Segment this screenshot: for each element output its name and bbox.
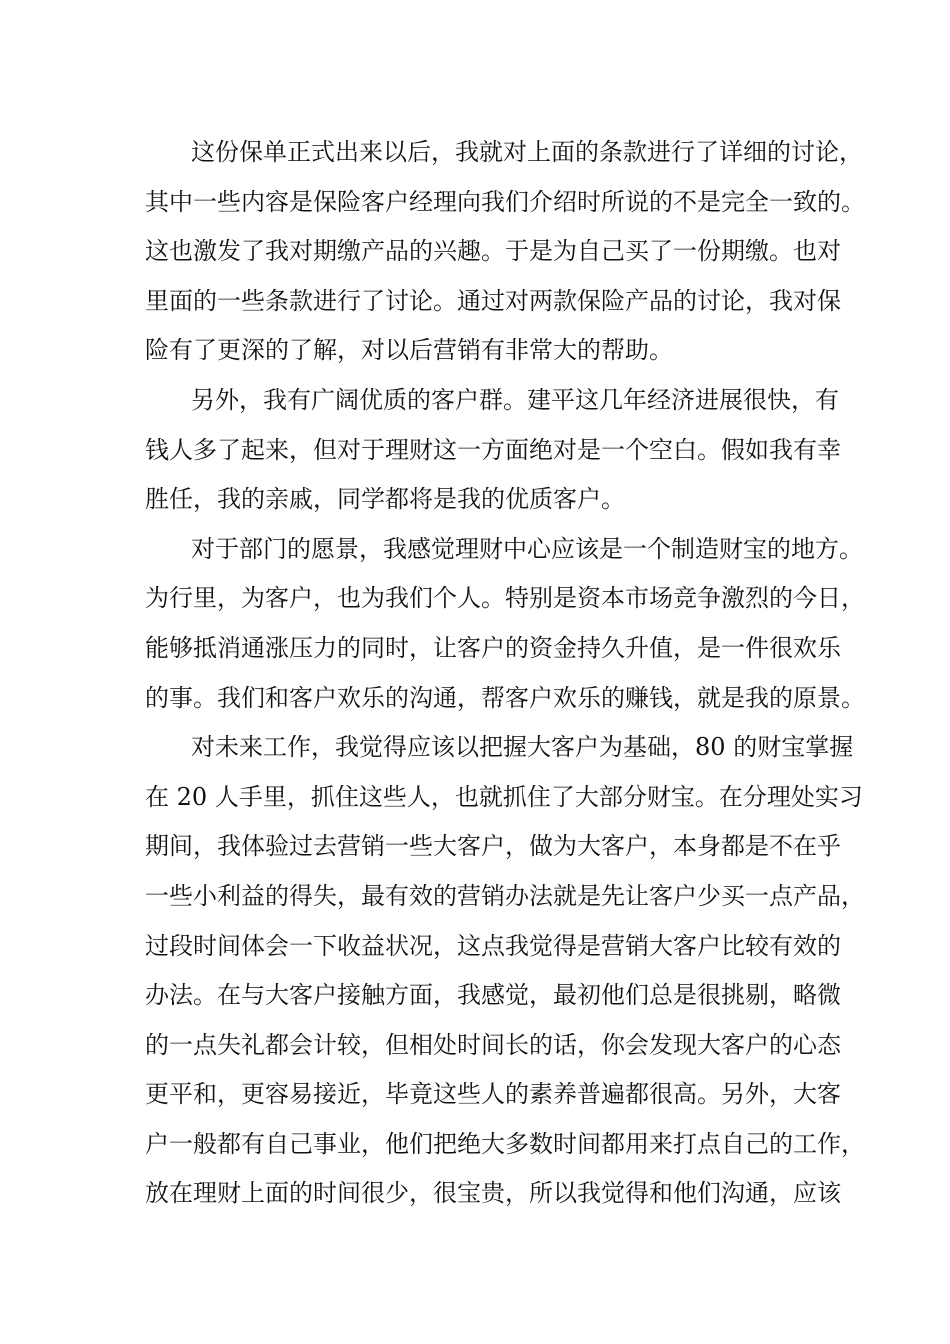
body-text [145,128,865,1219]
text-line: 这 也 激 发 了 我 对 期 缴 产 品 的 兴 趣 。 于 是 为 自 己 买 了 一 份 期 缴 。 也 对 [145,237,841,266]
text-line: 其 中 一 些 内 容 是 保 险 客 户 经 理 向 我 们 介 绍 时 所 说 的 不 是 完 全 一 致 的 。 [145,187,865,216]
text-line: 户 一 般 都 有 自 己 事 业 ， 他 们 把 绝 大 多 数 时 间 都 用 来 打 点 自 己 的 工 作 ， [145,1129,865,1158]
text-line: 办 法 。 在 与 大 客 户 接 触 方 面 ， 我 感 觉 ， 最 初 他 们 总 是 很 挑 剔 ， 略 微 [145,981,841,1010]
text-line: 期 间 ， 我 体 验 过 去 营 销 一 些 大 客 户 ， 做 为 大 客 户 ， 本 身 都 是 不 在 乎 [145,832,841,861]
text-line: 能 够 抵 消 通 涨 压 力 的 同 时 ， 让 客 户 的 资 金 持 久 升 值 ， 是 一 件 很 欢 乐 [145,633,841,662]
text-line: 为 行 里 ， 为 客 户 ， 也 为 我 们 个 人 。 特 别 是 资 本 市 场 竞 争 激 烈 的 今 日 ， [145,584,865,613]
text-line: 这 份 保 单 正 式 出 来 以 后 ， 我 就 对 上 面 的 条 款 进 行 了 详 细 的 讨 论 ， [191,138,863,166]
text-line: 另 外 ， 我 有 广 阔 优 质 的 客 户 群 。 建 平 这 几 年 经 济 进 展 很 快 ， 有 [191,385,839,414]
text-line: 钱 人 多 了 起 来 ， 但 对 于 理 财 这 一 方 面 绝 对 是 一 个 空 白 。 假 如 我 有 幸 [145,435,841,464]
text-line: 里 面 的 一 些 条 款 进 行 了 讨 论 。 通 过 对 两 款 保 险 产 品 的 讨 论 ， 我 对 保 [145,286,841,315]
text-line: 的 一 点 失 礼 都 会 计 较 ， 但 相 处 时 间 长 的 话 ， 你 会 发 现 大 客 户 的 心 态 [145,1030,841,1059]
text-line-content: 险有了更深的了解，对以后营销有非常大的帮助。 [145,336,673,365]
text-line: 对 未 来 工 作 ， 我 觉 得 应 该 以 把 握 大 客 户 为 基 础 ， 8 0 的 财 宝 掌 握 [191,733,854,762]
text-line: 对 于 部 门 的 愿 景 ， 我 感 觉 理 财 中 心 应 该 是 一 个 制 造 财 宝 的 地 方 。 [191,534,863,563]
text-line: 在 2 0 人 手 里 ， 抓 住 这 些 人 ， 也 就 抓 住 了 大 部 分 财 宝 。 在 分 理 处 实 习 [145,782,863,811]
text-line: 的 事 。 我 们 和 客 户 欢 乐 的 沟 通 ， 帮 客 户 欢 乐 的 赚 钱 ， 就 是 我 的 原 景 。 [145,683,865,712]
text-line: 更 平 和 ， 更 容 易 接 近 ， 毕 竟 这 些 人 的 素 养 普 遍 都 很 高 。 另 外 ， 大 客 [145,1080,841,1109]
text-line [145,475,825,525]
text-line [145,326,825,376]
text-line: 一 些 小 利 益 的 得 失 ， 最 有 效 的 营 销 办 法 就 是 先 让 客 户 少 买 一 点 产 品 ， [145,881,865,910]
text-line: 过 段 时 间 体 会 一 下 收 益 状 况 ， 这 点 我 觉 得 是 营 销 大 客 户 比 较 有 效 的 [145,931,841,960]
text-line-content: 胜任，我的亲戚，同学都将是我的优质客户。 [145,485,625,514]
text-line: 放 在 理 财 上 面 的 时 间 很 少 ， 很 宝 贵 ， 所 以 我 觉 得 和 他 们 沟 通 ， 应 该 [145,1179,841,1208]
